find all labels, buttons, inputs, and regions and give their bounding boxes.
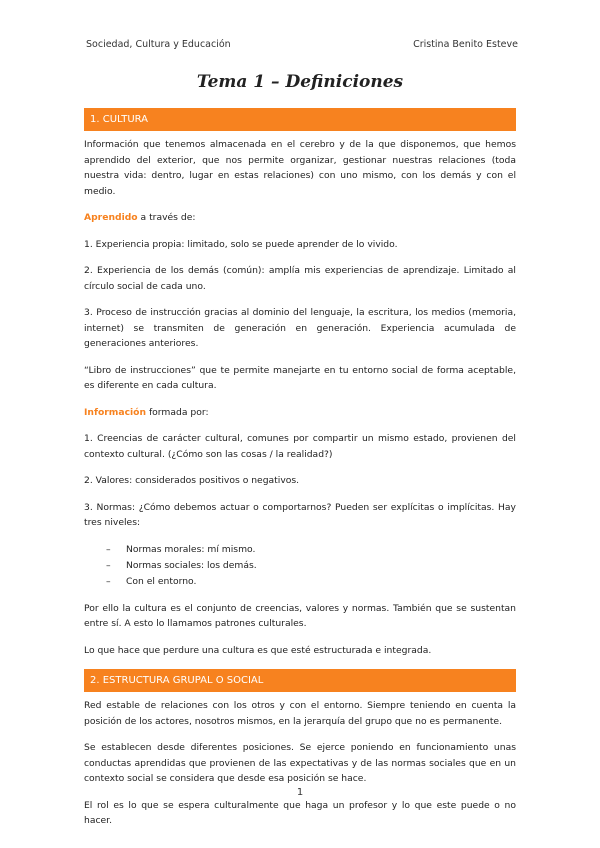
paragraph-informacion xyxy=(84,405,516,421)
norm-level-item: – Normas morales: mí mismo. xyxy=(106,543,256,555)
norm-levels-list xyxy=(84,542,516,590)
keyword-aprendido: Aprendido xyxy=(84,212,138,223)
paragraph: El rol es lo que se espera culturalmente que haga un profesor y lo que este puede o no hacer. xyxy=(84,799,516,826)
paragraph: Lo que hace que perdure una cultura es que esté estructurada e integrada. xyxy=(84,644,432,656)
list-item: 2. Experiencia de los demás (común): amplía mis experiencias de aprendizaje. Limitado al círculo social de cada uno. xyxy=(84,265,516,292)
informacion-text: formada por: xyxy=(146,406,209,418)
keyword-informacion: Información xyxy=(84,406,147,418)
paragraph-aprendido xyxy=(84,210,516,226)
aprendido-text: a través de: xyxy=(137,212,196,223)
list-item: 3. Normas: ¿Cómo debemos actuar o comportarnos? Pueden ser explícitas o implícitas. Hay tres niveles: xyxy=(84,501,516,528)
list-item: 3. Proceso de instrucción gracias al dominio del lenguaje, la escritura, los medios (memoria, internet) se transmiten de generación en generación. Experiencia acumulada de generaciones anteriores. xyxy=(84,307,516,349)
section-heading-cultura: 1. CULTURA xyxy=(84,108,516,131)
main-content xyxy=(84,108,516,829)
header-author: Cristina Benito Esteve xyxy=(413,39,518,50)
list-item: 1. Experiencia propia: limitado, solo se puede aprender de lo vivido. xyxy=(84,238,398,250)
page-header xyxy=(86,39,518,53)
header-course: Sociedad, Cultura y Educación xyxy=(86,39,231,50)
paragraph: “Libro de instrucciones” que te permite manejarte en tu entorno social de forma aceptable, es diferente en cada cultura. xyxy=(84,364,516,391)
list-item: 2. Valores: considerados positivos o negativos. xyxy=(84,475,300,486)
section-heading-estructura: 2. ESTRUCTURA GRUPAL O SOCIAL xyxy=(84,669,516,692)
page-number: 1 xyxy=(296,787,304,798)
paragraph: Por ello la cultura es el conjunto de creencias, valores y normas. También que se sustentan entre sí. A esto lo llamamos patrones culturales. xyxy=(84,602,516,629)
paragraph: Se establecen desde diferentes posiciones. Se ejerce poniendo en funcionamiento unas conductas aprendidas que provienen de las expectativas y de las normas sociales que en un contexto social se considera que desde esa posición se hace. xyxy=(84,742,516,784)
norm-level-item: – Con el entorno. xyxy=(106,575,197,587)
norm-level-item: – Normas sociales: los demás. xyxy=(106,559,257,571)
page-title: Tema 1 – Definiciones xyxy=(196,72,404,92)
list-item: 1. Creencias de carácter cultural, comunes por compartir un mismo estado, provienen del contexto cultural. (¿Cómo son las cosas / la realidad?) xyxy=(84,433,516,460)
paragraph: Red estable de relaciones con los otros y con el entorno. Siempre teniendo en cuenta la posición de los actores, nosotros mismos, en la jerarquía del grupo que no es permanente. xyxy=(84,700,516,727)
paragraph: Información que tenemos almacenada en el cerebro y de la que disponemos, que hemos aprendido del exterior, que nos permite organizar, gestionar nuestras relaciones (toda nuestra vida: dentro, lugar en estas relaciones) con uno mismo, con los demás y con el medio. xyxy=(84,139,516,197)
